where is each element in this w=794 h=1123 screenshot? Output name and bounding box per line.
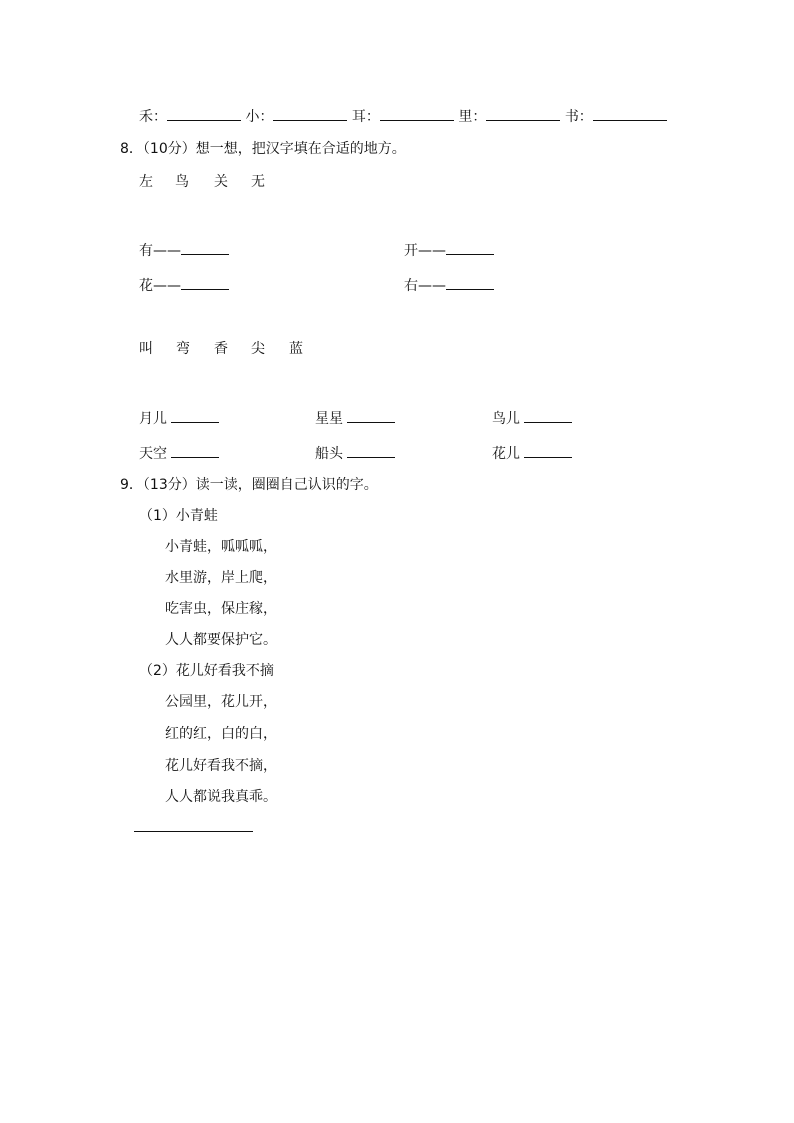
match-label: 鸟儿 (492, 411, 520, 427)
char-bank-2-item: 弯 (176, 341, 190, 357)
poem-2-title: （2）花儿好看我不摘 (139, 663, 274, 679)
poem-line: 小青蛙，呱呱呱， (165, 539, 277, 555)
pair-blank[interactable] (181, 275, 229, 290)
char-bank-2-item: 蓝 (289, 341, 303, 357)
fill-blank[interactable] (273, 106, 347, 121)
fill-label: 里： (458, 109, 487, 125)
fill-blank[interactable] (593, 106, 667, 121)
char-bank-2-item: 尖 (251, 341, 265, 357)
match-label: 船头 (315, 446, 343, 462)
poem-line: 水里游，岸上爬， (165, 570, 277, 586)
pair-blank[interactable] (181, 240, 229, 255)
char-bank-1-item: 关 (214, 174, 228, 190)
match-item (139, 443, 219, 463)
poem-line: 人人都要保护它。 (165, 632, 277, 648)
poem-line: 公园里，花儿开， (165, 694, 277, 710)
match-blank[interactable] (524, 408, 572, 423)
char-bank-1-item: 左 (139, 174, 153, 190)
pair-blank[interactable] (446, 275, 494, 290)
match-item (315, 443, 395, 463)
pair-label: 花—— (139, 278, 181, 294)
match-blank[interactable] (171, 408, 219, 423)
match-label: 星星 (315, 411, 343, 427)
match-label: 花儿 (492, 446, 520, 462)
match-blank[interactable] (524, 443, 572, 458)
char-bank-1-item: 鸟 (175, 174, 189, 190)
match-item (139, 408, 219, 428)
poem-line: 吃害虫，保庄稼， (165, 601, 277, 617)
match-item (492, 408, 572, 428)
fill-label: 禾： (139, 109, 167, 125)
fill-blank[interactable] (486, 106, 560, 121)
poem-1-title: （1）小青蛙 (139, 508, 218, 524)
poem-line: 红的红，白的白， (165, 726, 277, 742)
match-blank[interactable] (347, 408, 395, 423)
fill-label: 小： (245, 109, 274, 125)
pair-label: 开—— (404, 243, 446, 259)
pair-blank[interactable] (446, 240, 494, 255)
footnote-separator (134, 831, 253, 832)
match-blank[interactable] (171, 443, 219, 458)
fill-blank[interactable] (167, 106, 241, 121)
match-blank[interactable] (347, 443, 395, 458)
pair-item (139, 240, 229, 260)
pair-label: 有—— (139, 243, 181, 259)
pair-item (404, 240, 494, 260)
fill-blank[interactable] (380, 106, 454, 121)
match-label: 天空 (139, 446, 167, 462)
pair-item (404, 275, 494, 295)
question-8-header: 8．（10分）想一想，把汉字填在合适的地方。 (120, 141, 406, 157)
character-fill-row (139, 106, 667, 126)
fill-label: 耳： (351, 109, 380, 125)
match-item (315, 408, 395, 428)
poem-line: 人人都说我真乖。 (165, 789, 277, 805)
char-bank-1-item: 无 (251, 174, 265, 190)
char-bank-2-item: 叫 (139, 341, 153, 357)
poem-line: 花儿好看我不摘， (165, 758, 277, 774)
match-label: 月儿 (139, 411, 167, 427)
fill-label: 书： (564, 109, 593, 125)
char-bank-2-item: 香 (214, 341, 228, 357)
pair-item (139, 275, 229, 295)
match-item (492, 443, 572, 463)
pair-label: 右—— (404, 278, 446, 294)
question-9-header: 9．（13分）读一读，圈圈自己认识的字。 (120, 477, 378, 493)
